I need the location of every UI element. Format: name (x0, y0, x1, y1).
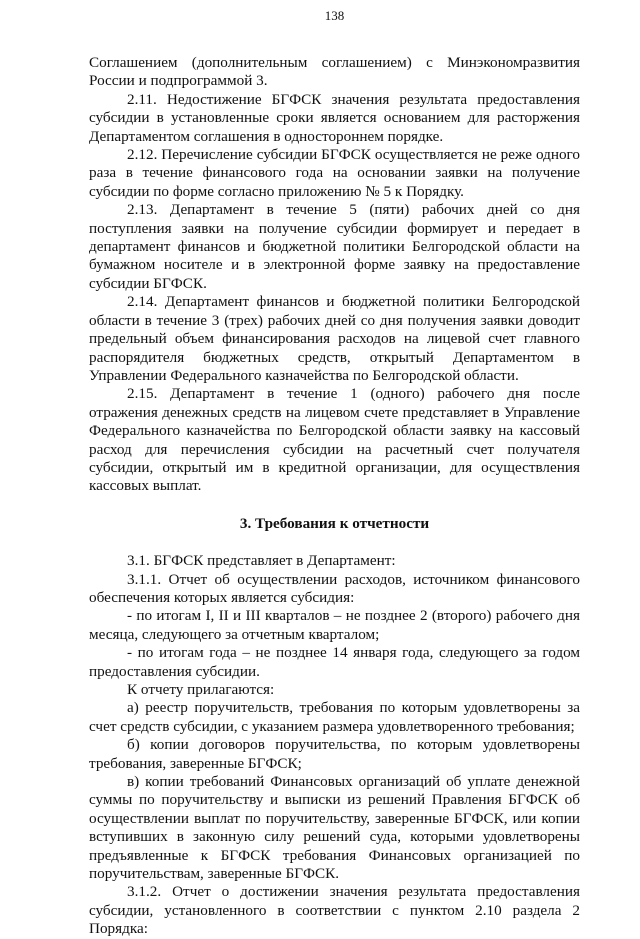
paragraph: 2.14. Департамент финансов и бюджетной политики Белгородской области в течение 3 (трех) рабочих дней со дня получения заявки доводит предельный объем финансирования расходов на лицевой счет главного распорядителя бюджетных средств, открытый Департаментом в Управлении Федерального казначейства по Белгородской области. (89, 293, 580, 384)
paragraph: 3.1. БГФСК представляет в Департамент: (127, 552, 396, 570)
paragraph: а) реестр поручительств, требования по которым удовлетворены за счет средств субсидии, с указанием размера удовлетворенного требования; (89, 699, 580, 735)
section-heading: 3. Требования к отчетности (239, 514, 430, 532)
paragraph: К отчету прилагаются: (127, 681, 275, 698)
paragraph: 2.12. Перечисление субсидии БГФСК осуществляется не реже одного раза в течение финансового года на основании заявки на получение субсидии по форме согласно приложению № 5 к Порядку. (89, 146, 580, 200)
page-number: 138 (324, 8, 345, 23)
paragraphs-before-section (89, 54, 580, 496)
paragraphs-after-section (89, 552, 580, 939)
paragraph: в) копии требований Финансовых организаций об уплате денежной суммы по поручительству и выписки из решений Правления БГФСК об осуществлении выплат по поручительству, заверенные БГФСК, или копии вступивших в законную силу решений суда, которыми удовлетворены предъявленные к БГФСК требования Финансовых организацией по поручительствам, заверенные БГФСК. (89, 773, 580, 883)
paragraph: б) копии договоров поручительства, по которым удовлетворены требования, заверенные БГФСК; (89, 736, 580, 772)
paragraph: 3.1.2. Отчет о достижении значения результата предоставления субсидии, установленного в соответствии с пунктом 2.10 раздела 2 Порядка: (89, 883, 580, 938)
paragraph: - по итогам I, II и III кварталов – не позднее 2 (второго) рабочего дня месяца, следующего за отчетным кварталом; (89, 607, 580, 643)
paragraph: 3.1.1. Отчет об осуществлении расходов, источником финансового обеспечения которых является субсидия: (89, 570, 580, 606)
paragraph: - по итогам года – не позднее 14 января года, следующего за годом предоставления субсидии. (89, 644, 580, 680)
paragraph: Соглашением (дополнительным соглашением) с Минэкономразвития России и подпрограммой 3. (89, 54, 580, 90)
paragraph: 2.13. Департамент в течение 5 (пяти) рабочих дней со дня поступления заявки на получение субсидии формирует и передает в департамент финансов и бюджетной политики Белгородской области на бумажном носителе и в электронной форме заявку на предоставление субсидии БГФСК. (89, 201, 580, 292)
paragraph: 2.11. Недостижение БГФСК значения результата предоставления субсидии в установленные сроки является основанием для расторжения Департаментом соглашения в одностороннем порядке. (89, 90, 580, 145)
paragraph: 2.15. Департамент в течение 1 (одного) рабочего дня после отражения денежных средств на лицевом счете представляет в Управление Федерального казначейства по Белгородской области заявку на кассовый расход для перечисления субсидии на расчетный счет получателя субсидии, открытый им в кредитной организации, для осуществления кассовых выплат. (89, 385, 580, 495)
